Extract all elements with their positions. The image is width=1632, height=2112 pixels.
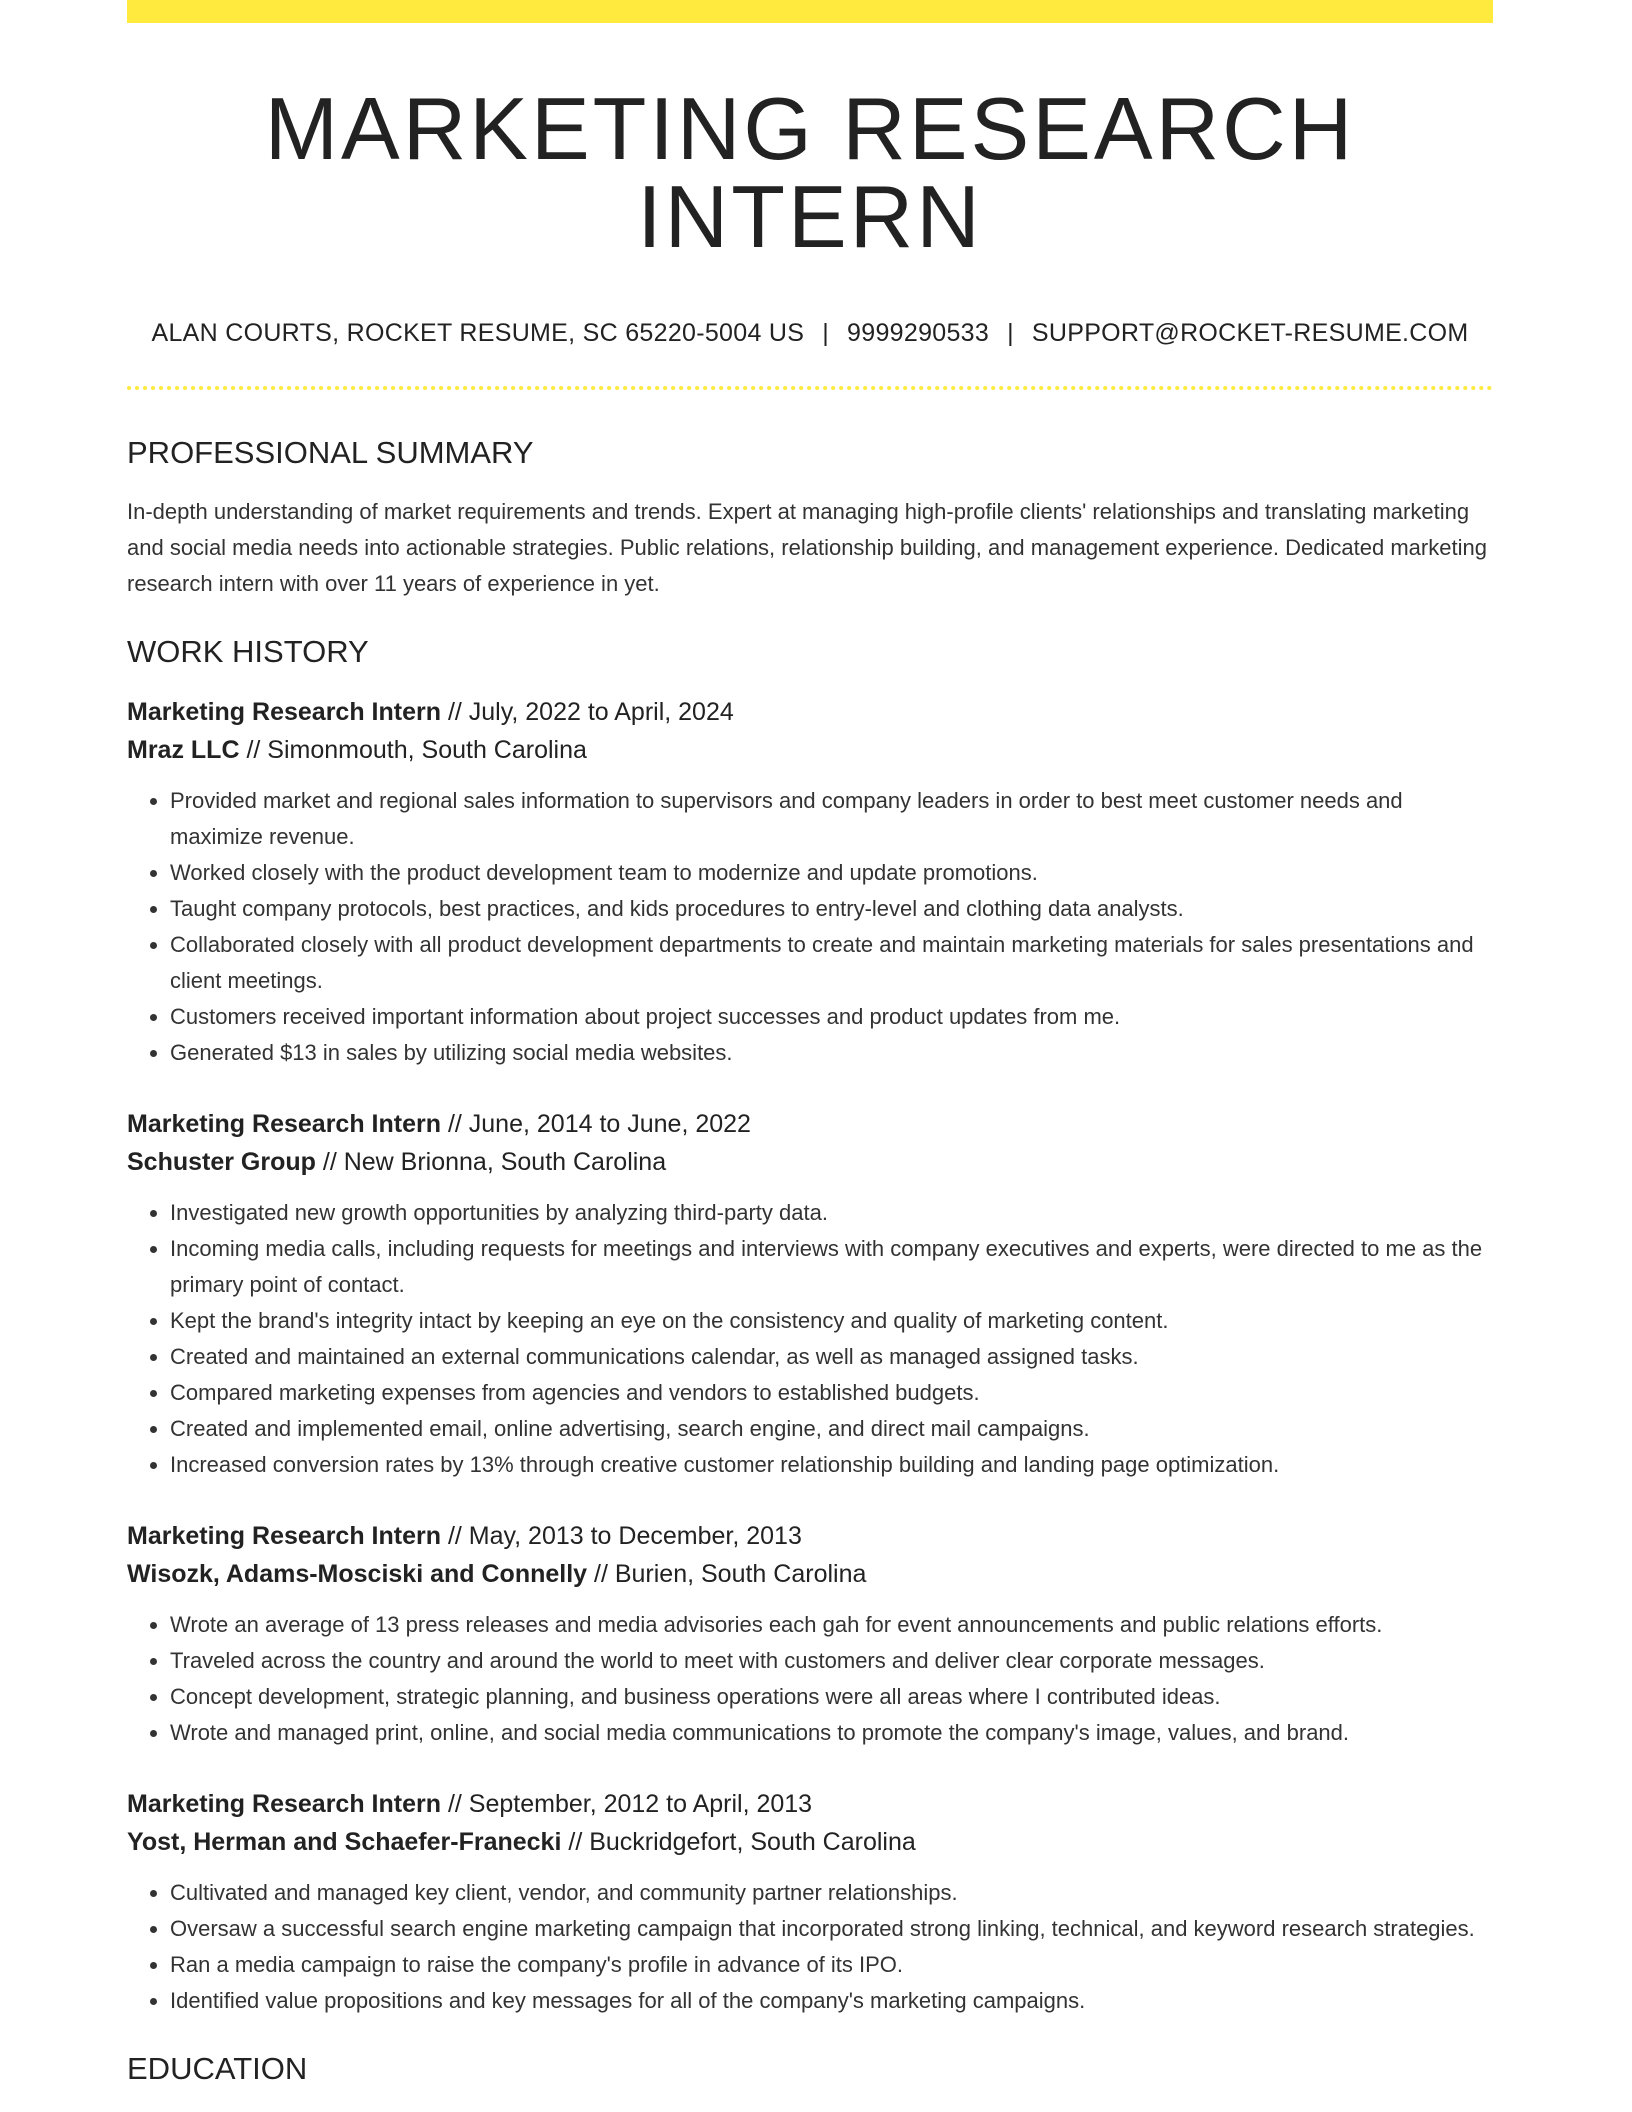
work-history-heading: WORK HISTORY — [127, 634, 369, 669]
job-bullet: • Collaborated closely with all product development departments to create and maintain marketing materials for sales presentations and client meetings. — [170, 927, 1493, 999]
job-entry — [127, 1105, 1493, 1483]
header-divider — [127, 386, 1493, 390]
job-title-line — [127, 1785, 1493, 1823]
job-bullet: • Increased conversion rates by 13% through creative customer relationship building and landing page optimization. — [170, 1447, 1493, 1483]
accent-top-bar — [127, 0, 1493, 23]
contact-email: SUPPORT@ROCKET-RESUME.COM — [1031, 319, 1469, 347]
job-bullet: • Cultivated and managed key client, vendor, and community partner relationships. — [170, 1875, 1493, 1911]
job-bullet: • Traveled across the country and around the world to meet with customers and deliver clear corporate messages. — [170, 1643, 1493, 1679]
job-bullets — [127, 783, 1493, 1071]
job-entry — [127, 1785, 1493, 2019]
job-location: // Simonmouth, South Carolina — [239, 736, 587, 764]
resume-page — [127, 0, 1493, 2084]
job-bullet: • Taught company protocols, best practices, and kids procedures to entry-level and clothing data analysts. — [170, 891, 1493, 927]
job-bullet: • Created and maintained an external communications calendar, as well as managed assigned tasks. — [170, 1339, 1493, 1375]
job-bullet: • Customers received important information about project successes and product updates from me. — [170, 999, 1493, 1035]
job-company: Yost, Herman and Schaefer-Franecki — [127, 1828, 562, 1856]
job-location: // New Brionna, South Carolina — [315, 1148, 667, 1176]
summary-heading: PROFESSIONAL SUMMARY — [127, 435, 534, 470]
job-location: // Buckridgefort, South Carolina — [561, 1828, 916, 1856]
job-bullet: • Kept the brand's integrity intact by keeping an eye on the consistency and quality of marketing content. — [170, 1303, 1493, 1339]
job-dates: // July, 2022 to April, 2024 — [441, 698, 734, 726]
job-bullet: • Compared marketing expenses from agencies and vendors to established budgets. — [170, 1375, 1493, 1411]
job-title: Marketing Research Intern — [127, 1110, 441, 1138]
job-bullets — [127, 1607, 1493, 1751]
job-bullet: • Worked closely with the product development team to modernize and update promotions. — [170, 855, 1493, 891]
job-company: Wisozk, Adams-Mosciski and Connelly — [127, 1560, 588, 1588]
contact-address: ALAN COURTS, ROCKET RESUME, SC 65220-5004 US — [151, 319, 805, 347]
work-history-section — [127, 636, 1493, 2019]
job-title: Marketing Research Intern — [127, 1522, 441, 1550]
job-bullet: • Ran a media campaign to raise the company's profile in advance of its IPO. — [170, 1947, 1493, 1983]
job-company-line — [127, 1555, 1493, 1593]
contact-line — [127, 319, 1493, 348]
resume-title: MARKETING RESEARCH INTERN — [264, 79, 1356, 266]
job-bullet: • Wrote and managed print, online, and social media communications to promote the company's image, values, and brand. — [170, 1715, 1493, 1751]
education-heading: EDUCATION — [127, 2051, 308, 2086]
job-title-line — [127, 693, 1493, 731]
job-title-line — [127, 1517, 1493, 1555]
job-bullet: • Wrote an average of 13 press releases and media advisories each gah for event announcements and public relations efforts. — [170, 1607, 1493, 1643]
job-company-line — [127, 1143, 1493, 1181]
summary-section — [127, 437, 1493, 602]
contact-separator: | — [822, 319, 830, 347]
job-title: Marketing Research Intern — [127, 1790, 441, 1818]
job-bullet: • Oversaw a successful search engine marketing campaign that incorporated strong linking, technical, and keyword research strategies. — [170, 1911, 1493, 1947]
job-bullet: • Concept development, strategic planning, and business operations were all areas where I contributed ideas. — [170, 1679, 1493, 1715]
job-company-line — [127, 731, 1493, 769]
job-entry — [127, 693, 1493, 1071]
job-bullets — [127, 1195, 1493, 1483]
contact-separator: | — [1007, 319, 1014, 347]
job-company: Schuster Group — [127, 1148, 316, 1176]
job-title-line — [127, 1105, 1493, 1143]
job-location: // Burien, South Carolina — [587, 1560, 867, 1588]
job-bullet: • Identified value propositions and key messages for all of the company's marketing campaigns. — [170, 1983, 1493, 2019]
job-dates: // May, 2013 to December, 2013 — [441, 1522, 802, 1550]
job-bullet: • Incoming media calls, including requests for meetings and interviews with company executives and experts, were directed to me as the primary point of contact. — [170, 1231, 1493, 1303]
job-bullet: • Provided market and regional sales information to supervisors and company leaders in order to best meet customer needs and maximize revenue. — [170, 783, 1493, 855]
job-dates: // June, 2014 to June, 2022 — [441, 1110, 751, 1138]
job-bullets — [127, 1875, 1493, 2019]
job-bullet: • Generated $13 in sales by utilizing social media websites. — [170, 1035, 1493, 1071]
summary-text: In-depth understanding of market requirements and trends. Expert at managing high-profile clients' relationships and translating marketing and social media needs into actionable strategies. Public relations, relationship building, and management experience. Dedicated marketing research intern with over 11 years of experience in yet. — [127, 499, 1487, 596]
job-title: Marketing Research Intern — [127, 698, 441, 726]
education-section — [127, 2053, 1493, 2084]
contact-phone: 9999290533 — [847, 319, 990, 347]
job-bullet: • Created and implemented email, online advertising, search engine, and direct mail campaigns. — [170, 1411, 1493, 1447]
job-company-line — [127, 1823, 1493, 1861]
job-entry — [127, 1517, 1493, 1751]
job-bullet: • Investigated new growth opportunities by analyzing third-party data. — [170, 1195, 1493, 1231]
job-company: Mraz LLC — [127, 736, 240, 764]
job-dates: // September, 2012 to April, 2013 — [441, 1790, 813, 1818]
